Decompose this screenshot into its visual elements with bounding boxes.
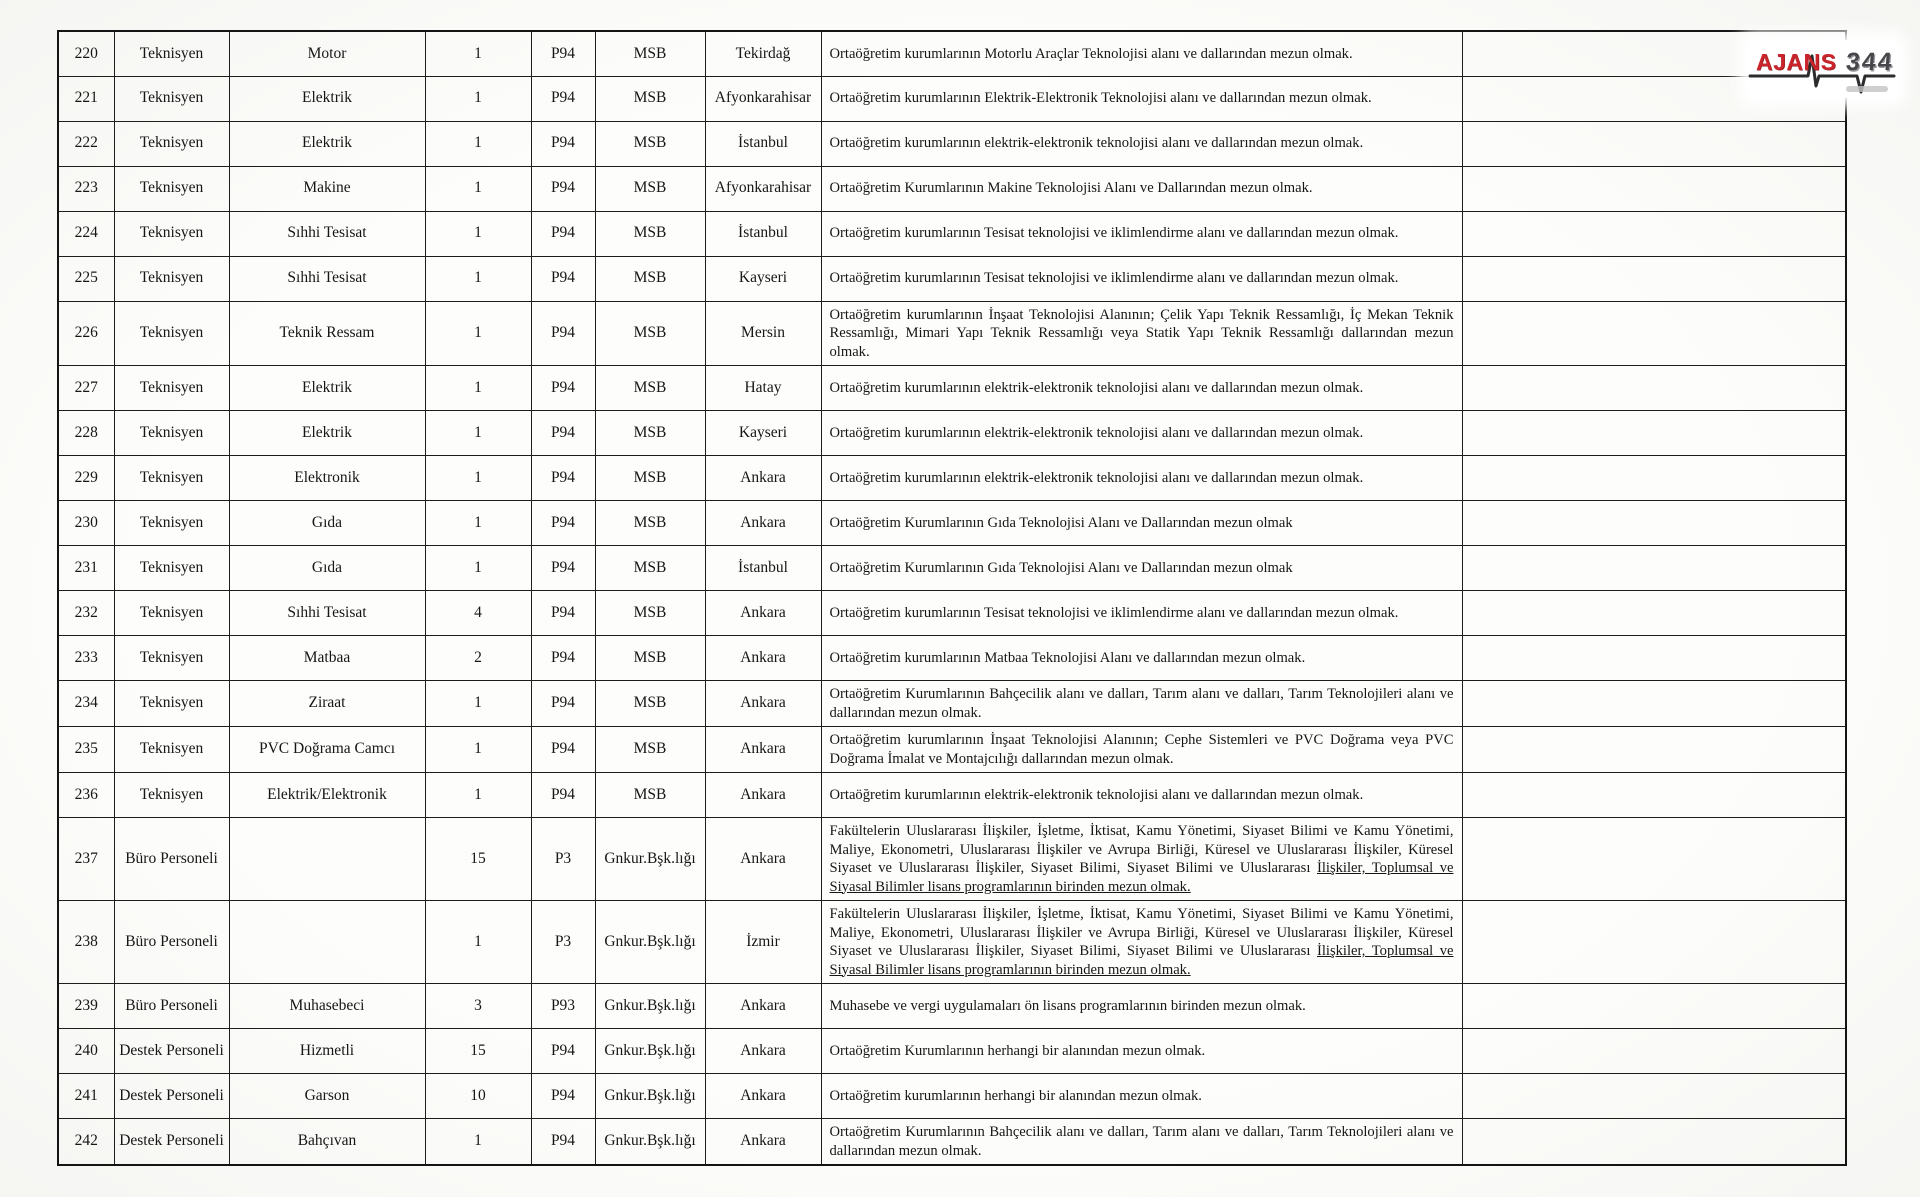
requirement-text: Ortaöğretim kurumlarının Tesisat teknolojisi ve iklimlendirme alanı ve dallarından mezun olmak. (829, 604, 1399, 621)
cell-nitelik (821, 501, 1462, 546)
cell-empty (1462, 211, 1846, 256)
cell-kurum: MSB (595, 456, 705, 501)
table-row (58, 1119, 1846, 1166)
table-row (58, 773, 1846, 818)
cell-puan: P94 (531, 546, 595, 591)
table-row (58, 984, 1846, 1029)
cell-no: 238 (58, 901, 114, 984)
cell-puan: P3 (531, 818, 595, 901)
table-body (58, 31, 1846, 1165)
cell-brans: Sıhhi Tesisat (229, 211, 425, 256)
table-row (58, 901, 1846, 984)
cell-unvan: Büro Personeli (114, 818, 229, 901)
requirement-text: Ortaöğretim Kurumlarının Gıda Teknolojisi Alanı ve Dallarından mezun olmak (829, 559, 1293, 576)
cell-yer: Ankara (705, 636, 821, 681)
requirement-text: Ortaöğretim kurumlarının İnşaat Teknolojisi Alanının; Cephe Sistemleri ve PVC Doğrama veya PVC Doğrama İmalat ve Montajcılığı dallarından mezun olmak. (829, 732, 1454, 767)
cell-brans: Gıda (229, 546, 425, 591)
cell-kurum: Gnkur.Bşk.lığı (595, 1074, 705, 1119)
cell-empty (1462, 1074, 1846, 1119)
cell-kurum: MSB (595, 76, 705, 121)
cell-nitelik (821, 681, 1462, 727)
cell-nitelik (821, 591, 1462, 636)
requirement-text: Ortaöğretim Kurumlarının Bahçecilik alanı ve dalları, Tarım alanı ve dalları, Tarım Teknolojileri alanı ve dallarından mezun olmak. (829, 1124, 1454, 1159)
cell-unvan: Teknisyen (114, 31, 229, 76)
cell-nitelik (821, 121, 1462, 166)
cell-adet: 1 (425, 31, 531, 76)
cell-nitelik (821, 456, 1462, 501)
cell-unvan: Teknisyen (114, 501, 229, 546)
cell-brans: Gıda (229, 501, 425, 546)
cell-adet: 1 (425, 76, 531, 121)
cell-adet: 15 (425, 818, 531, 901)
cell-empty (1462, 636, 1846, 681)
cell-unvan: Teknisyen (114, 211, 229, 256)
cell-nitelik (821, 1074, 1462, 1119)
cell-no: 220 (58, 31, 114, 76)
cell-nitelik (821, 1029, 1462, 1074)
cell-yer: Ankara (705, 1074, 821, 1119)
cell-no: 236 (58, 773, 114, 818)
cell-brans: Muhasebeci (229, 984, 425, 1029)
table-row (58, 366, 1846, 411)
logo-text-344: 344 (1845, 48, 1896, 76)
cell-no: 229 (58, 456, 114, 501)
cell-empty (1462, 591, 1846, 636)
cell-yer: Afyonkarahisar (705, 76, 821, 121)
requirement-text: Ortaöğretim kurumlarının Matbaa Teknolojisi Alanı ve dallarından mezun olmak. (829, 649, 1306, 666)
cell-kurum: MSB (595, 681, 705, 727)
requirement-text-underlined: İlişkiler, Toplumsal ve Siyasal Bilimler lisans programlarının birinden mezun olmak. (829, 860, 1454, 895)
cell-empty (1462, 301, 1846, 366)
cell-no: 240 (58, 1029, 114, 1074)
cell-kurum: MSB (595, 366, 705, 411)
cell-brans: Bahçıvan (229, 1119, 425, 1166)
cell-unvan: Destek Personeli (114, 1029, 229, 1074)
cell-unvan: Teknisyen (114, 681, 229, 727)
cell-yer: Tekirdağ (705, 31, 821, 76)
cell-kurum: MSB (595, 546, 705, 591)
cell-no: 228 (58, 411, 114, 456)
cell-brans: Matbaa (229, 636, 425, 681)
cell-unvan: Destek Personeli (114, 1119, 229, 1166)
cell-nitelik (821, 166, 1462, 211)
cell-no: 242 (58, 1119, 114, 1166)
cell-unvan: Teknisyen (114, 456, 229, 501)
cell-nitelik (821, 211, 1462, 256)
cell-unvan: Teknisyen (114, 636, 229, 681)
cell-kurum: MSB (595, 411, 705, 456)
cell-nitelik (821, 1119, 1462, 1166)
cell-unvan: Teknisyen (114, 546, 229, 591)
requirement-text: Ortaöğretim Kurumlarının herhangi bir alanından mezun olmak. (829, 1042, 1206, 1059)
cell-puan: P94 (531, 501, 595, 546)
cell-kurum: MSB (595, 211, 705, 256)
cell-adet: 1 (425, 121, 531, 166)
cell-adet: 1 (425, 366, 531, 411)
cell-no: 222 (58, 121, 114, 166)
cell-kurum: Gnkur.Bşk.lığı (595, 1119, 705, 1166)
cell-adet: 1 (425, 773, 531, 818)
requirement-text: Ortaöğretim kurumlarının elektrik-elektronik teknolojisi alanı ve dallarından mezun olmak. (829, 379, 1364, 396)
cell-adet: 2 (425, 636, 531, 681)
cell-puan: P93 (531, 984, 595, 1029)
cell-no: 239 (58, 984, 114, 1029)
requirement-text: Ortaöğretim kurumlarının herhangi bir alanından mezun olmak. (829, 1087, 1202, 1104)
cell-kurum: MSB (595, 591, 705, 636)
cell-puan: P94 (531, 76, 595, 121)
cell-kurum: MSB (595, 727, 705, 773)
cell-puan: P94 (531, 256, 595, 301)
requirement-text: Ortaöğretim kurumlarının İnşaat Teknolojisi Alanının; Çelik Yapı Teknik Ressamlığı, İç Mekan Teknik Ressamlığı, Mimari Yapı Teknik Ressamlığı veya Statik Yapı Teknik Ressamlığı dallarından mezun olmak. (829, 306, 1454, 360)
table-row (58, 1029, 1846, 1074)
cell-adet: 1 (425, 501, 531, 546)
cell-brans: Elektrik (229, 76, 425, 121)
cell-no: 235 (58, 727, 114, 773)
cell-empty (1462, 901, 1846, 984)
cell-yer: İstanbul (705, 546, 821, 591)
requirement-text: Ortaöğretim Kurumlarının Bahçecilik alanı ve dalları, Tarım alanı ve dalları, Tarım Teknolojileri alanı ve dallarından mezun olmak. (829, 686, 1454, 721)
cell-brans: Hizmetli (229, 1029, 425, 1074)
cell-nitelik (821, 636, 1462, 681)
cell-empty (1462, 366, 1846, 411)
cell-empty (1462, 411, 1846, 456)
cell-kurum: MSB (595, 301, 705, 366)
cell-yer: Ankara (705, 1029, 821, 1074)
cell-adet: 1 (425, 211, 531, 256)
table-row (58, 256, 1846, 301)
cell-yer: Ankara (705, 591, 821, 636)
cell-kurum: MSB (595, 121, 705, 166)
cell-no: 230 (58, 501, 114, 546)
requirement-text: Ortaöğretim kurumlarının Tesisat teknolojisi ve iklimlendirme alanı ve dallarından mezun olmak. (829, 225, 1399, 242)
cell-empty (1462, 256, 1846, 301)
cell-unvan: Teknisyen (114, 301, 229, 366)
cell-yer: Hatay (705, 366, 821, 411)
cell-nitelik (821, 818, 1462, 901)
cell-adet: 15 (425, 1029, 531, 1074)
cell-empty (1462, 773, 1846, 818)
cell-yer: Ankara (705, 984, 821, 1029)
cell-unvan: Teknisyen (114, 591, 229, 636)
cell-empty (1462, 121, 1846, 166)
cell-yer: İstanbul (705, 121, 821, 166)
cell-kurum: MSB (595, 166, 705, 211)
cell-adet: 1 (425, 256, 531, 301)
positions-table (57, 30, 1847, 1166)
cell-unvan: Teknisyen (114, 727, 229, 773)
requirement-text: Fakültelerin Uluslararası İlişkiler, İşletme, İktisat, Kamu Yönetimi, Siyaset Bilimi ve Kamu Yönetimi, Maliye, Ekonometri, Uluslararası İlişkiler ve Avrupa Birliği, Küresel ve Uluslararası İlişkiler, Küresel Siyaset ve Uluslararası İlişkiler, Siyaset Bilimi, Siyaset Bilimi ve Uluslararası (829, 823, 1454, 876)
cell-empty (1462, 1029, 1846, 1074)
cell-no: 233 (58, 636, 114, 681)
cell-nitelik (821, 256, 1462, 301)
table-row (58, 211, 1846, 256)
cell-puan: P94 (531, 411, 595, 456)
cell-adet: 1 (425, 901, 531, 984)
requirement-text: Ortaöğretim kurumlarının elektrik-elektronik teknolojisi alanı ve dallarından mezun olmak. (829, 135, 1364, 152)
table-row (58, 76, 1846, 121)
cell-puan: P94 (531, 301, 595, 366)
cell-adet: 1 (425, 727, 531, 773)
cell-unvan: Teknisyen (114, 773, 229, 818)
cell-brans: Ziraat (229, 681, 425, 727)
cell-puan: P94 (531, 773, 595, 818)
cell-adet: 4 (425, 591, 531, 636)
cell-nitelik (821, 984, 1462, 1029)
cell-yer: Kayseri (705, 411, 821, 456)
table-row (58, 727, 1846, 773)
logo-tagline-blur (1846, 86, 1888, 92)
cell-unvan: Teknisyen (114, 121, 229, 166)
cell-yer: Afyonkarahisar (705, 166, 821, 211)
cell-kurum: MSB (595, 31, 705, 76)
cell-unvan: Destek Personeli (114, 1074, 229, 1119)
cell-no: 221 (58, 76, 114, 121)
table-row (58, 546, 1846, 591)
cell-nitelik (821, 76, 1462, 121)
cell-empty (1462, 501, 1846, 546)
cell-brans: Sıhhi Tesisat (229, 591, 425, 636)
cell-brans (229, 818, 425, 901)
requirement-text: Fakültelerin Uluslararası İlişkiler, İşletme, İktisat, Kamu Yönetimi, Siyaset Bilimi ve Kamu Yönetimi, Maliye, Ekonometri, Uluslararası İlişkiler ve Avrupa Birliği, Küresel ve Uluslararası İlişkiler, Küresel Siyaset ve Uluslararası İlişkiler, Siyaset Bilimi, Siyaset Bilimi ve Uluslararası (829, 906, 1454, 959)
cell-puan: P94 (531, 366, 595, 411)
cell-empty (1462, 727, 1846, 773)
table-row (58, 121, 1846, 166)
cell-yer: Ankara (705, 727, 821, 773)
cell-empty (1462, 984, 1846, 1029)
cell-yer: İstanbul (705, 211, 821, 256)
cell-yer: Ankara (705, 773, 821, 818)
cell-empty (1462, 456, 1846, 501)
cell-unvan: Teknisyen (114, 166, 229, 211)
cell-puan: P94 (531, 31, 595, 76)
cell-empty (1462, 681, 1846, 727)
cell-brans: Elektrik (229, 121, 425, 166)
cell-no: 237 (58, 818, 114, 901)
cell-nitelik (821, 411, 1462, 456)
cell-kurum: MSB (595, 773, 705, 818)
cell-puan: P94 (531, 456, 595, 501)
cell-kurum: MSB (595, 256, 705, 301)
cell-nitelik (821, 546, 1462, 591)
cell-empty (1462, 1119, 1846, 1166)
cell-kurum: Gnkur.Bşk.lığı (595, 984, 705, 1029)
cell-brans: Elektrik (229, 411, 425, 456)
cell-no: 241 (58, 1074, 114, 1119)
cell-kurum: MSB (595, 636, 705, 681)
cell-unvan: Teknisyen (114, 411, 229, 456)
cell-unvan: Teknisyen (114, 366, 229, 411)
cell-puan: P94 (531, 1119, 595, 1166)
requirement-text: Ortaöğretim kurumlarının Elektrik-Elektronik Teknolojisi alanı ve dallarından mezun olmak. (829, 90, 1372, 107)
cell-empty (1462, 166, 1846, 211)
cell-adet: 1 (425, 546, 531, 591)
cell-kurum: Gnkur.Bşk.lığı (595, 818, 705, 901)
cell-brans: Teknik Ressam (229, 301, 425, 366)
cell-adet: 1 (425, 301, 531, 366)
table-row (58, 818, 1846, 901)
cell-yer: Ankara (705, 456, 821, 501)
cell-empty (1462, 818, 1846, 901)
table-row (58, 166, 1846, 211)
cell-no: 227 (58, 366, 114, 411)
cell-puan: P94 (531, 727, 595, 773)
cell-puan: P94 (531, 591, 595, 636)
cell-unvan: Teknisyen (114, 256, 229, 301)
cell-yer: Kayseri (705, 256, 821, 301)
cell-puan: P94 (531, 1029, 595, 1074)
cell-adet: 10 (425, 1074, 531, 1119)
cell-puan: P94 (531, 121, 595, 166)
cell-puan: P94 (531, 681, 595, 727)
table-row (58, 1074, 1846, 1119)
cell-no: 232 (58, 591, 114, 636)
cell-yer: Mersin (705, 301, 821, 366)
cell-puan: P94 (531, 1074, 595, 1119)
cell-yer: İzmir (705, 901, 821, 984)
cell-unvan: Büro Personeli (114, 901, 229, 984)
requirement-text: Ortaöğretim kurumlarının elektrik-elektronik teknolojisi alanı ve dallarından mezun olmak. (829, 424, 1364, 441)
requirement-text: Ortaöğretim Kurumlarının Makine Teknolojisi Alanı ve Dallarından mezun olmak. (829, 180, 1313, 197)
cell-kurum: Gnkur.Bşk.lığı (595, 901, 705, 984)
cell-brans (229, 901, 425, 984)
cell-nitelik (821, 773, 1462, 818)
table-row (58, 411, 1846, 456)
cell-puan: P3 (531, 901, 595, 984)
table-row (58, 591, 1846, 636)
cell-brans: PVC Doğrama Camcı (229, 727, 425, 773)
cell-nitelik (821, 727, 1462, 773)
cell-puan: P94 (531, 636, 595, 681)
requirement-text: Ortaöğretim kurumlarının Motorlu Araçlar Teknolojisi alanı ve dallarından mezun olmak. (829, 45, 1353, 62)
ajans344-logo (1748, 40, 1898, 98)
cell-yer: Ankara (705, 1119, 821, 1166)
cell-nitelik (821, 901, 1462, 984)
cell-brans: Makine (229, 166, 425, 211)
cell-no: 223 (58, 166, 114, 211)
cell-brans: Elektrik/Elektronik (229, 773, 425, 818)
table-row (58, 31, 1846, 76)
cell-puan: P94 (531, 211, 595, 256)
cell-adet: 1 (425, 681, 531, 727)
cell-yer: Ankara (705, 818, 821, 901)
requirement-text: Muhasebe ve vergi uygulamaları ön lisans programlarının birinden mezun olmak. (829, 997, 1306, 1014)
cell-nitelik (821, 301, 1462, 366)
cell-no: 224 (58, 211, 114, 256)
cell-no: 226 (58, 301, 114, 366)
table-row (58, 636, 1846, 681)
cell-nitelik (821, 31, 1462, 76)
cell-yer: Ankara (705, 501, 821, 546)
cell-brans: Elektronik (229, 456, 425, 501)
logo-text-ajans: AJANS (1756, 49, 1837, 75)
cell-empty (1462, 546, 1846, 591)
cell-no: 231 (58, 546, 114, 591)
requirement-text: Ortaöğretim kurumlarının elektrik-elektronik teknolojisi alanı ve dallarından mezun olmak. (829, 786, 1364, 803)
cell-adet: 1 (425, 1119, 531, 1166)
cell-brans: Elektrik (229, 366, 425, 411)
requirement-text: Ortaöğretim Kurumlarının Gıda Teknolojisi Alanı ve Dallarından mezun olmak (829, 514, 1293, 531)
cell-kurum: Gnkur.Bşk.lığı (595, 1029, 705, 1074)
logo-text (1756, 48, 1894, 77)
cell-yer: Ankara (705, 681, 821, 727)
cell-brans: Garson (229, 1074, 425, 1119)
table-row (58, 301, 1846, 366)
cell-puan: P94 (531, 166, 595, 211)
requirement-text: Ortaöğretim kurumlarının elektrik-elektronik teknolojisi alanı ve dallarından mezun olmak. (829, 469, 1364, 486)
requirement-text: Ortaöğretim kurumlarının Tesisat teknolojisi ve iklimlendirme alanı ve dallarından mezun olmak. (829, 270, 1399, 287)
cell-kurum: MSB (595, 501, 705, 546)
cell-brans: Motor (229, 31, 425, 76)
cell-adet: 1 (425, 166, 531, 211)
cell-adet: 1 (425, 411, 531, 456)
requirement-text-underlined: İlişkiler, Toplumsal ve Siyasal Bilimler lisans programlarının birinden mezun olmak. (829, 943, 1454, 978)
table-row (58, 501, 1846, 546)
cell-no: 225 (58, 256, 114, 301)
cell-no: 234 (58, 681, 114, 727)
cell-adet: 1 (425, 456, 531, 501)
cell-nitelik (821, 366, 1462, 411)
table-row (58, 681, 1846, 727)
cell-unvan: Büro Personeli (114, 984, 229, 1029)
table-row (58, 456, 1846, 501)
cell-brans: Sıhhi Tesisat (229, 256, 425, 301)
cell-unvan: Teknisyen (114, 76, 229, 121)
cell-adet: 3 (425, 984, 531, 1029)
